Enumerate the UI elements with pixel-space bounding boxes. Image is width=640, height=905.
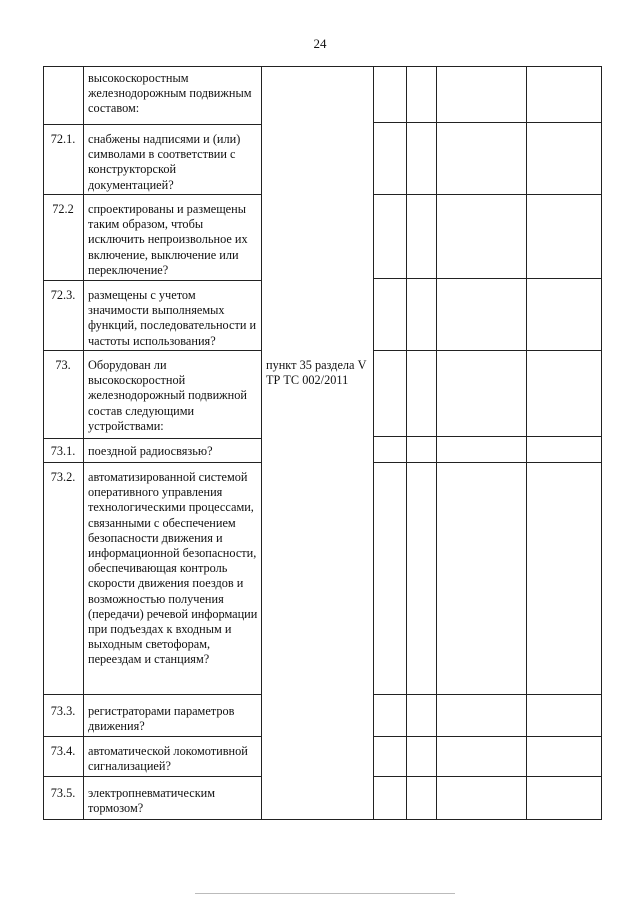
row-number: 73.5. (50, 786, 76, 800)
table-border-top (43, 66, 602, 67)
row-text: снабжены надписями и (или) символами в соответствии с конструкторской документацией? (88, 132, 241, 192)
column-divider (83, 66, 84, 820)
column-divider (373, 66, 374, 820)
row-text: Оборудован ли высокоскоростной железнодорожный подвижной состав следующими устройствами: (88, 358, 247, 433)
row-number: 73.1. (50, 444, 76, 458)
row-text: размещены с учетом значимости выполняемых функций, последовательности и частоты использования? (88, 288, 257, 348)
row-divider (373, 122, 602, 123)
table-border-bottom (43, 819, 602, 820)
row-divider (43, 124, 262, 125)
row-divider (373, 736, 602, 737)
column-divider (261, 66, 262, 820)
row-divider (43, 438, 262, 439)
row-divider (373, 462, 602, 463)
page-number: 24 (313, 36, 327, 51)
row-divider (43, 194, 262, 195)
row-text: регистраторами параметров движения? (88, 704, 235, 734)
row-number: 73.4. (50, 744, 76, 758)
row-number: 72.1. (50, 132, 76, 146)
row-divider (373, 436, 602, 437)
row-divider (43, 280, 262, 281)
row-text: электропневматическим тормозом? (88, 786, 216, 816)
row-divider (43, 776, 262, 777)
column-divider (526, 66, 527, 820)
footer-rule (195, 893, 455, 894)
row-divider (373, 278, 602, 279)
row-divider (373, 776, 602, 777)
column-divider (406, 66, 407, 820)
row-divider (43, 736, 262, 737)
row-text: высокоскоростным железнодорожным подвижным составом: (88, 71, 252, 116)
row-text: автоматизированной системой оперативного управления технологическими процессами, связанными с обеспечением безопасности движения и информационной безопасности, обеспечивающая контроль скорости движения поездов и возможностью получения (передачи) речевой информации при подъездах к входным и выходным светофорам, переездам и станциям? (88, 470, 258, 667)
row-number: 73. (55, 358, 71, 372)
row-text: автоматической локомотивной сигнализацией? (88, 744, 248, 774)
row-number: 72.3. (50, 288, 76, 302)
column-divider (436, 66, 437, 820)
row-text: поездной радиосвязью? (88, 444, 213, 458)
row-divider (373, 194, 602, 195)
row-divider (373, 350, 602, 351)
table-border-right (601, 66, 602, 820)
row-text: спроектированы и размещены таким образом, чтобы исключить непроизвольное их включение, выключение или переключение? (88, 202, 248, 277)
row-divider (43, 694, 262, 695)
row-divider (373, 694, 602, 695)
reference-text: пункт 35 раздела V ТР ТС 002/2011 (266, 358, 367, 388)
row-divider (43, 462, 262, 463)
checklist-table (43, 66, 602, 820)
row-divider (43, 350, 262, 351)
row-number: 73.3. (50, 704, 76, 718)
row-number: 72.2 (52, 202, 74, 216)
row-number: 73.2. (50, 470, 76, 484)
